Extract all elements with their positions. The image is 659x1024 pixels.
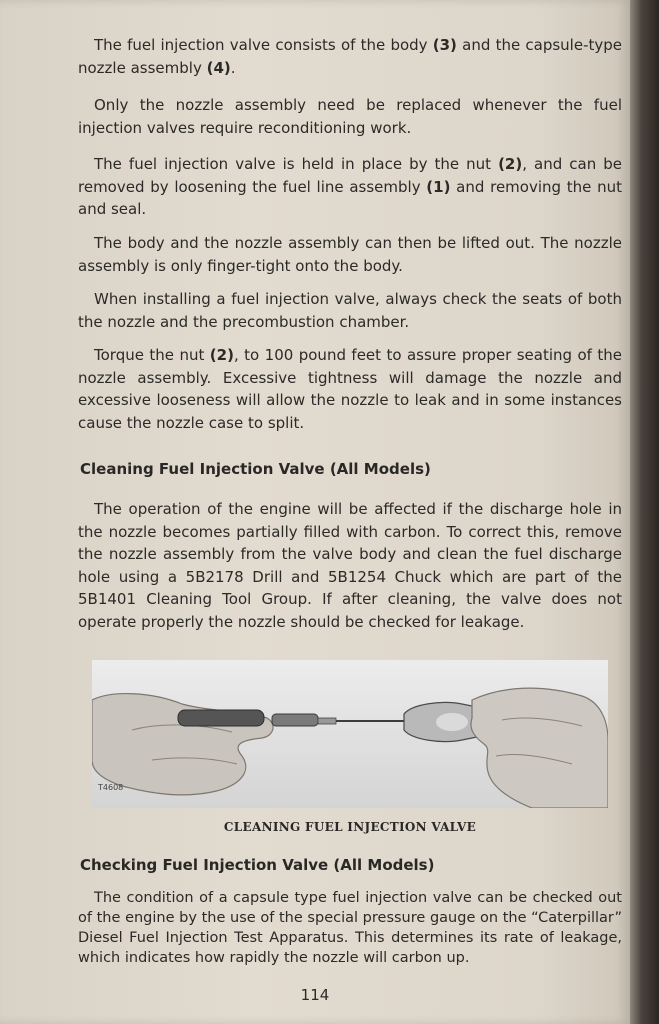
figure-cleaning-photo (92, 660, 608, 808)
heading-cleaning: Cleaning Fuel Injection Valve (All Models) (80, 460, 431, 478)
paragraph-torque: Torque the nut (2), to 100 pound feet to assure proper seating of the nozzle assembly. Excessive tightness will damage the nozzle and excessive looseness will allow the nozzle to leak and in some instances cause the nozzle case to split. (78, 346, 622, 432)
heading-checking: Checking Fuel Injection Valve (All Models) (80, 856, 435, 874)
paragraph-held-by-nut: The fuel injection valve is held in place by the nut (2), and can be removed by loosening the fuel line assembly (1) and removing the nut and seal. (78, 155, 622, 218)
paragraph-checking: The condition of a capsule type fuel injection valve can be checked out of the engine by the use of the special pressure gauge on the “Caterpillar” Diesel Fuel Injection Test Apparatus. This determines its rate of leakage, which indicates how rapidly the nozzle will carbon up. (78, 890, 622, 966)
paragraph-cleaning: The operation of the engine will be affected if the discharge hole in the nozzle becomes partially filled with carbon. To correct this, remove the nozzle assembly from the valve body and clean the fuel discharge hole using a 5B2178 Drill and 5B1254 Chuck which are part of the 5B1401 Cleaning Tool Group. If after cleaning, the valve does not operate properly the nozzle should be checked for leakage. (78, 500, 622, 631)
page-number: 114 (300, 986, 330, 1004)
hands-tool-illustration (92, 660, 608, 808)
figure-caption: CLEANING FUEL INJECTION VALVE (223, 820, 477, 834)
book-spine-shadow (630, 0, 659, 1024)
paragraph-check-seats: When installing a fuel injection valve, always check the seats of both the nozzle and the precombustion chamber. (78, 290, 622, 331)
paragraph-valve-parts: The fuel injection valve consists of the body (3) and the capsule-type nozzle assembly (4). (78, 36, 622, 77)
paragraph-lift-out: The body and the nozzle assembly can then be lifted out. The nozzle assembly is only finger-tight onto the body. (78, 234, 622, 275)
figure-label: T4608 (98, 783, 124, 792)
paragraph-nozzle-replace: Only the nozzle assembly need be replaced whenever the fuel injection valves require reconditioning work. (78, 96, 622, 137)
